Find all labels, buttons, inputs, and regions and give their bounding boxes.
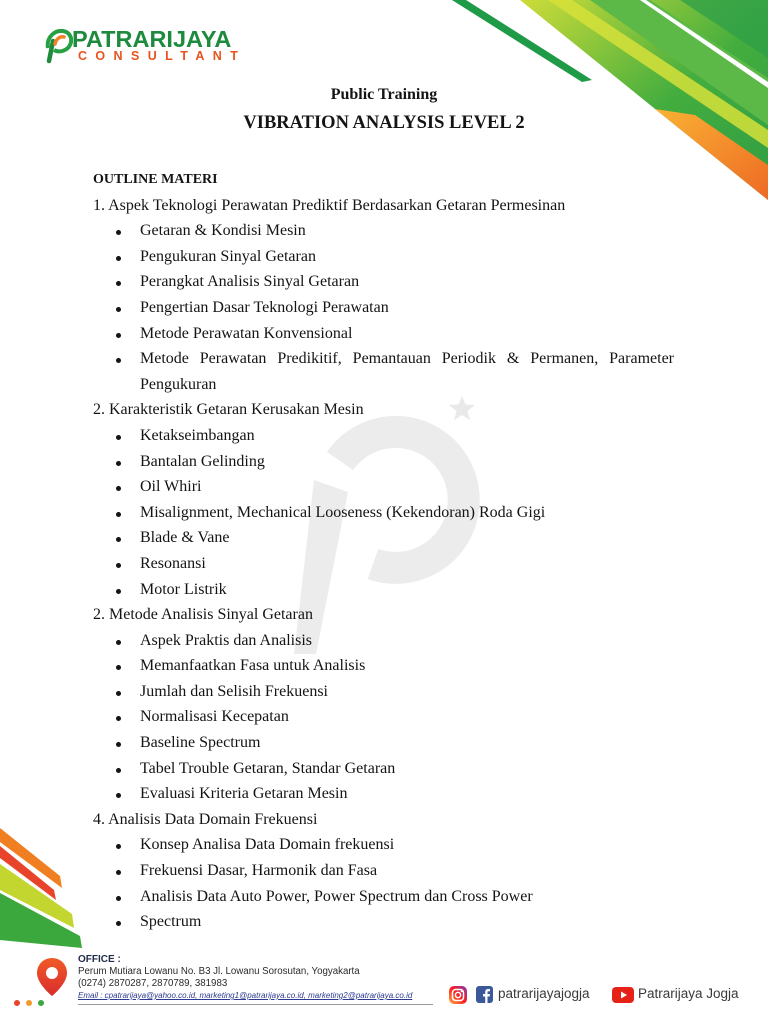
bullet-icon	[116, 256, 121, 261]
outline-item-text: Aspek Praktis dan Analisis	[140, 631, 312, 649]
outline-item	[93, 551, 674, 577]
outline-item-text: Jumlah dan Selisih Frekuensi	[140, 682, 328, 700]
outline-item-text: Getaran & Kondisi Mesin	[140, 222, 306, 240]
outline-section-title: 1. Aspek Teknologi Perawatan Prediktif Berdasarkan Getaran Permesinan	[93, 196, 566, 214]
outline-heading: OUTLINE MATERI	[93, 172, 218, 187]
outline-section-items	[93, 423, 674, 602]
outline-item	[93, 628, 674, 654]
outline-item	[93, 525, 674, 551]
facebook-icon	[476, 986, 493, 1003]
bullet-icon	[116, 358, 121, 363]
outline	[93, 167, 674, 935]
outline-item	[93, 500, 674, 526]
patrarijaya-logo-icon	[43, 28, 73, 64]
outline-item-text: Frekuensi Dasar, Harmonik dan Fasa	[140, 862, 378, 880]
bullet-icon	[116, 589, 121, 594]
outline-section-title: 2. Karakteristik Getaran Kerusakan Mesin	[93, 401, 364, 419]
outline-item-text: Perangkat Analisis Sinyal Getaran	[140, 273, 360, 291]
outline-item	[93, 884, 674, 910]
logo-subtitle: CONSULTANT	[78, 49, 247, 63]
outline-item-text: Normalisasi Kecepatan	[140, 708, 289, 726]
outline-item	[93, 423, 674, 449]
bullet-icon	[116, 281, 121, 286]
bullet-icon	[116, 896, 121, 901]
bullet-icon	[116, 333, 121, 338]
youtube-icon	[612, 987, 634, 1003]
outline-item-text: Blade & Vane	[140, 529, 230, 547]
outline-item-text: Analisis Data Auto Power, Power Spectrum dan Cross Power	[140, 887, 533, 905]
outline-item-text: Spectrum	[140, 913, 202, 931]
document-title: VIBRATION ANALYSIS LEVEL 2	[243, 113, 525, 133]
outline-item-text: Baseline Spectrum	[140, 734, 261, 752]
outline-item	[93, 577, 674, 603]
outline-item-text: Tabel Trouble Getaran, Standar Getaran	[140, 759, 396, 777]
outline-item	[93, 346, 674, 397]
bullet-icon	[116, 793, 121, 798]
outline-item-text: Pengertian Dasar Teknologi Perawatan	[140, 298, 389, 316]
outline-item	[93, 321, 674, 347]
outline-item	[93, 832, 674, 858]
bullet-icon	[116, 230, 121, 235]
bullet-icon	[116, 716, 121, 721]
outline-item-text: Bantalan Gelinding	[140, 452, 265, 470]
outline-item-text: Metode Perawatan Konvensional	[140, 324, 353, 342]
youtube-channel-name: Patrarijaya Jogja	[638, 986, 739, 1001]
outline-item	[93, 474, 674, 500]
bullet-icon	[116, 640, 121, 645]
outline-item	[93, 218, 674, 244]
logo-wordmark: PATRARIJAYA	[72, 26, 232, 52]
bullet-icon	[116, 742, 121, 747]
outline-item-text: Motor Listrik	[140, 580, 227, 598]
footer-divider	[78, 1004, 433, 1005]
office-phone: (0274) 2870287, 2870789, 381983	[78, 978, 228, 989]
outline-item	[93, 244, 674, 270]
outline-item-text: Metode Perawatan Predikitif, Pemantauan Periodik & Permanen, Parameter Pengukuran	[140, 350, 674, 393]
outline-section-title: 4. Analisis Data Domain Frekuensi	[93, 810, 318, 828]
bullet-icon	[116, 307, 121, 312]
bullet-icon	[116, 665, 121, 670]
social-handle: patrarijayajogja	[498, 986, 590, 1001]
outline-item-text: Ketakseimbangan	[140, 426, 255, 444]
outline-section-items	[93, 628, 674, 807]
outline-section-title: 2. Metode Analisis Sinyal Getaran	[93, 606, 313, 624]
footer-dot-orange	[26, 1000, 32, 1006]
footer-dot-red	[14, 1000, 20, 1006]
outline-item-text: Resonansi	[140, 554, 206, 572]
outline-item-text: Misalignment, Mechanical Looseness (Kekendoran) Roda Gigi	[140, 503, 546, 521]
outline-section-items	[93, 832, 674, 934]
outline-item	[93, 295, 674, 321]
bullet-icon	[116, 486, 121, 491]
outline-item-text: Memanfaatkan Fasa untuk Analisis	[140, 657, 366, 675]
outline-item	[93, 704, 674, 730]
bullet-icon	[116, 461, 121, 466]
office-address: Perum Mutiara Lowanu No. B3 Jl. Lowanu Sorosutan, Yogyakarta	[78, 966, 360, 977]
outline-item-text: Konsep Analisa Data Domain frekuensi	[140, 836, 395, 854]
outline-item	[93, 756, 674, 782]
outline-item-text: Oil Whiri	[140, 478, 202, 496]
outline-item	[93, 781, 674, 807]
bullet-icon	[116, 512, 121, 517]
bullet-icon	[116, 435, 121, 440]
footer-stripes-decoration	[0, 825, 90, 955]
outline-item	[93, 730, 674, 756]
bullet-icon	[116, 563, 121, 568]
bullet-icon	[116, 768, 121, 773]
office-label: OFFICE :	[78, 954, 121, 965]
office-email-link[interactable]: Email : cpatrarijaya@yahoo.co.id, marketing1@patrarijaya.co.id, marketing2@patrarijaya.co.id	[78, 991, 413, 1000]
outline-item	[93, 653, 674, 679]
outline-item-text: Pengukuran Sinyal Getaran	[140, 247, 316, 265]
instagram-icon	[449, 986, 467, 1004]
bullet-icon	[116, 870, 121, 875]
bullet-icon	[116, 921, 121, 926]
bullet-icon	[116, 844, 121, 849]
location-pin-icon	[35, 957, 69, 997]
company-logo	[43, 27, 255, 67]
outline-item-text: Evaluasi Kriteria Getaran Mesin	[140, 785, 348, 803]
outline-item	[93, 449, 674, 475]
outline-item	[93, 909, 674, 935]
outline-section-items	[93, 218, 674, 397]
outline-item	[93, 679, 674, 705]
bullet-icon	[116, 691, 121, 696]
outline-item	[93, 269, 674, 295]
footer-dot-green	[38, 1000, 44, 1006]
document-kicker: Public Training	[330, 86, 438, 103]
bullet-icon	[116, 537, 121, 542]
outline-item	[93, 858, 674, 884]
